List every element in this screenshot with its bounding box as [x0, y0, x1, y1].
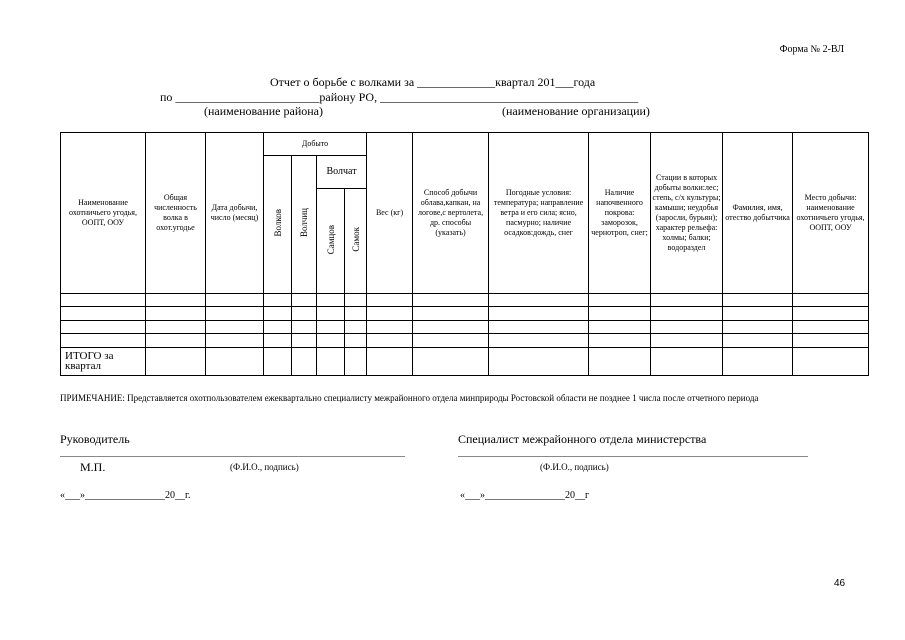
fio-left: (Ф.И.О., подпись) [230, 462, 299, 472]
date-right: «___»________________20__г [460, 490, 590, 501]
district-caption: (наименование района) [204, 104, 324, 118]
sig-left-title: Руководитель [60, 432, 130, 446]
sig-left-line [60, 456, 405, 457]
header-date: Дата добычи, число (месяц) [206, 133, 264, 294]
header-total-count: Общая численность волка в охот.угодье [146, 133, 206, 294]
header-wolves: Волков [264, 155, 292, 293]
table-row [61, 334, 869, 348]
table-row [61, 293, 869, 307]
form-number: Форма № 2-ВЛ [779, 44, 844, 55]
header-cubs: Волчат [317, 155, 367, 188]
header-male: Самцов [317, 189, 345, 293]
table-row [61, 307, 869, 321]
wolf-report-table [60, 132, 869, 376]
header-method: Способ добычи облава,капкан, на логове,с вертолета, др. способы (указать) [413, 133, 489, 294]
sig-right-title: Специалист межрайонного отдела министерства [458, 432, 707, 446]
header-station: Стации в которых добыты волки:лес; степь, с/х культуры; камыши; неудобья (заросли, бурьян); характер рельефа: холмы; балки; водораздел [651, 133, 723, 294]
organization-caption: (наименование организации) [502, 104, 650, 118]
header-mined: Добыто [264, 133, 367, 156]
report-subtitle-line: по ________________________районy РО, ___________________________________________ [160, 90, 639, 104]
header-weather: Погодные условия: температура; направление ветра и его сила; ясно, пасмурно; наличие осадков:дождь, снег [489, 133, 589, 294]
stamp-label: М.П. [80, 460, 106, 474]
report-title: Отчет о борьбе с волками за _____________квартал 201___года [270, 75, 596, 89]
page-number: 46 [834, 578, 846, 589]
fio-right: (Ф.И.О., подпись) [540, 462, 609, 472]
total-label: ИТОГО за квартал [61, 347, 146, 375]
header-female: Самок [345, 189, 367, 293]
table-row [61, 320, 869, 334]
header-weight: Вес (кг) [367, 133, 413, 294]
header-hunter-name: Фамилия, имя, отество добытчика [723, 133, 793, 294]
date-left: «___»________________20__г. [60, 490, 191, 501]
header-snow-cover: Наличие напочвенного покрова: заморозок, чернотроп, снег; [589, 133, 651, 294]
total-row [61, 347, 869, 375]
header-area: Наименование охотничьего угодья, ООПТ, ООУ [61, 133, 146, 294]
header-place: Место добычи: наименование охотничьего угодья, ООПТ, ООУ [793, 133, 869, 294]
header-she-wolves: Волчиц [292, 155, 317, 293]
sig-right-line [458, 456, 808, 457]
note-text: ПРИМЕЧАНИЕ: Представляется охотпользователем ежеквартально специалисту межрайонного отдела минприроды Ростовской области не позднее 1 числа после отчетного периода [60, 393, 759, 403]
